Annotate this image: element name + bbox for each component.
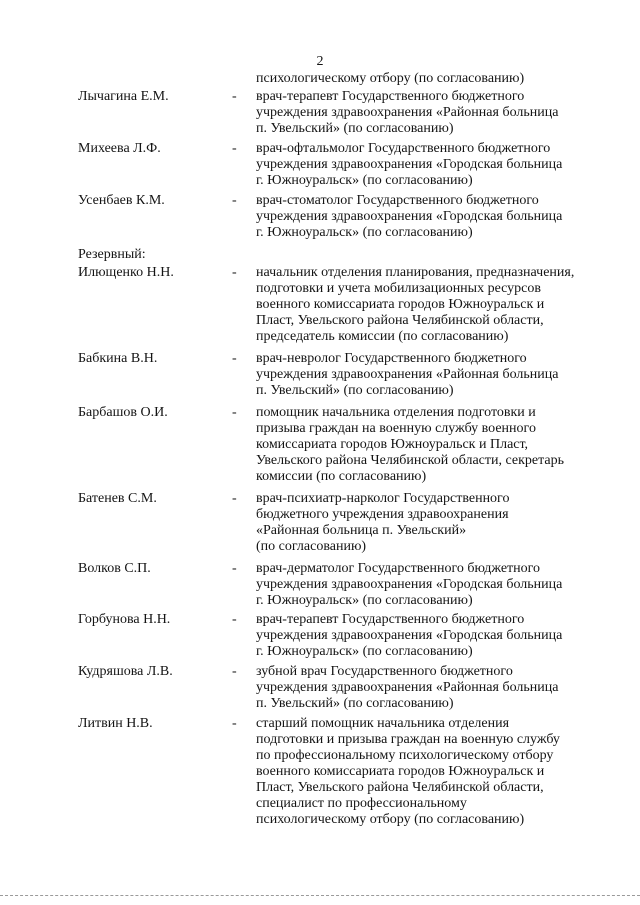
position-line: по профессиональному психологическому отбору	[256, 748, 554, 763]
reserve-section-label: Резервный:	[78, 247, 146, 262]
entry-dash: -	[232, 141, 237, 156]
position-line: п. Увельский» (по согласованию)	[256, 121, 454, 136]
member-name: Лычагина Е.М.	[78, 89, 169, 104]
position-line: врач-терапевт Государственного бюджетного	[256, 612, 525, 627]
position-line: Пласт, Увельского района Челябинской области,	[256, 313, 544, 328]
member-position	[256, 193, 598, 241]
position-line: учреждения здравоохранения «Городская больница	[256, 157, 563, 172]
position-line: «Районная больница п. Увельский»	[256, 523, 467, 538]
member-name: Батенев С.М.	[78, 491, 157, 506]
entry-dash: -	[232, 664, 237, 679]
position-line: психологическому отбору (по согласованию)	[256, 812, 525, 827]
entry-dash: -	[232, 351, 237, 366]
position-line: специалист по профессиональному	[256, 796, 467, 811]
member-position	[256, 491, 598, 555]
position-line: учреждения здравоохранения «Городская больница	[256, 577, 563, 592]
page-number: 2	[316, 54, 324, 69]
position-line: п. Увельский» (по согласованию)	[256, 383, 454, 398]
position-line: врач-дерматолог Государственного бюджетного	[256, 561, 541, 576]
position-line: военного комиссариата городов Южноуральск и	[256, 297, 545, 312]
position-line: бюджетного учреждения здравоохранения	[256, 507, 509, 522]
member-name: Волков С.П.	[78, 561, 151, 576]
position-line: начальник отделения планирования, предназначения,	[256, 265, 575, 280]
position-line: врач-невролог Государственного бюджетного	[256, 351, 527, 366]
member-position	[256, 265, 598, 345]
position-line: помощник начальника отделения подготовки и	[256, 405, 536, 420]
entry-dash: -	[232, 716, 237, 731]
position-line: учреждения здравоохранения «Городская больница	[256, 209, 563, 224]
member-name: Илющенко Н.Н.	[78, 265, 174, 280]
bottom-scan-edge	[0, 895, 640, 896]
position-line: п. Увельский» (по согласованию)	[256, 696, 454, 711]
entry-dash: -	[232, 612, 237, 627]
member-name: Михеева Л.Ф.	[78, 141, 161, 156]
position-line: Увельского района Челябинской области, секретарь	[256, 453, 564, 468]
position-line: врач-психиатр-нарколог Государственного	[256, 491, 510, 506]
entry-dash: -	[232, 491, 237, 506]
position-line: учреждения здравоохранения «Районная больница	[256, 680, 559, 695]
position-line: врач-стоматолог Государственного бюджетного	[256, 193, 539, 208]
member-position	[256, 89, 598, 137]
position-line: зубной врач Государственного бюджетного	[256, 664, 513, 679]
member-position	[256, 141, 598, 189]
position-line: военного комиссариата городов Южноуральск и	[256, 764, 545, 779]
entry-dash: -	[232, 265, 237, 280]
member-name: Бабкина В.Н.	[78, 351, 158, 366]
member-name: Литвин Н.В.	[78, 716, 153, 731]
member-name: Усенбаев К.М.	[78, 193, 165, 208]
entry-dash: -	[232, 405, 237, 420]
position-line: врач-офтальмолог Государственного бюджетного	[256, 141, 551, 156]
member-name: Кудряшова Л.В.	[78, 664, 173, 679]
entry-dash: -	[232, 193, 237, 208]
entry-dash: -	[232, 89, 237, 104]
position-line: врач-терапевт Государственного бюджетного	[256, 89, 525, 104]
member-position	[256, 664, 598, 712]
position-line: г. Южноуральск» (по согласованию)	[256, 173, 473, 188]
member-position	[256, 351, 598, 399]
member-name: Барбашов О.И.	[78, 405, 168, 420]
position-line: старший помощник начальника отделения	[256, 716, 510, 731]
member-name: Горбунова Н.Н.	[78, 612, 171, 627]
position-line: председатель комиссии (по согласованию)	[256, 329, 509, 344]
position-line: учреждения здравоохранения «Районная больница	[256, 367, 559, 382]
position-line: учреждения здравоохранения «Районная больница	[256, 105, 559, 120]
position-line: подготовки и учета мобилизационных ресурсов	[256, 281, 541, 296]
member-position	[256, 716, 598, 828]
position-line: учреждения здравоохранения «Городская больница	[256, 628, 563, 643]
position-line: г. Южноуральск» (по согласованию)	[256, 593, 473, 608]
position-line: призыва граждан на военную службу военного	[256, 421, 536, 436]
member-position	[256, 405, 598, 485]
position-line: г. Южноуральск» (по согласованию)	[256, 644, 473, 659]
entry-dash: -	[232, 561, 237, 576]
position-line: комиссии (по согласованию)	[256, 469, 427, 484]
member-position	[256, 612, 598, 660]
member-position	[256, 561, 598, 609]
position-line: (по согласованию)	[256, 539, 367, 554]
position-line: подготовки и призыва граждан на военную службу	[256, 732, 560, 747]
position-line: комиссариата городов Южноуральск и Пласт,	[256, 437, 529, 452]
position-line: г. Южноуральск» (по согласованию)	[256, 225, 473, 240]
continuation-line: психологическому отбору (по согласованию)	[256, 71, 525, 86]
position-line: Пласт, Увельского района Челябинской области,	[256, 780, 544, 795]
